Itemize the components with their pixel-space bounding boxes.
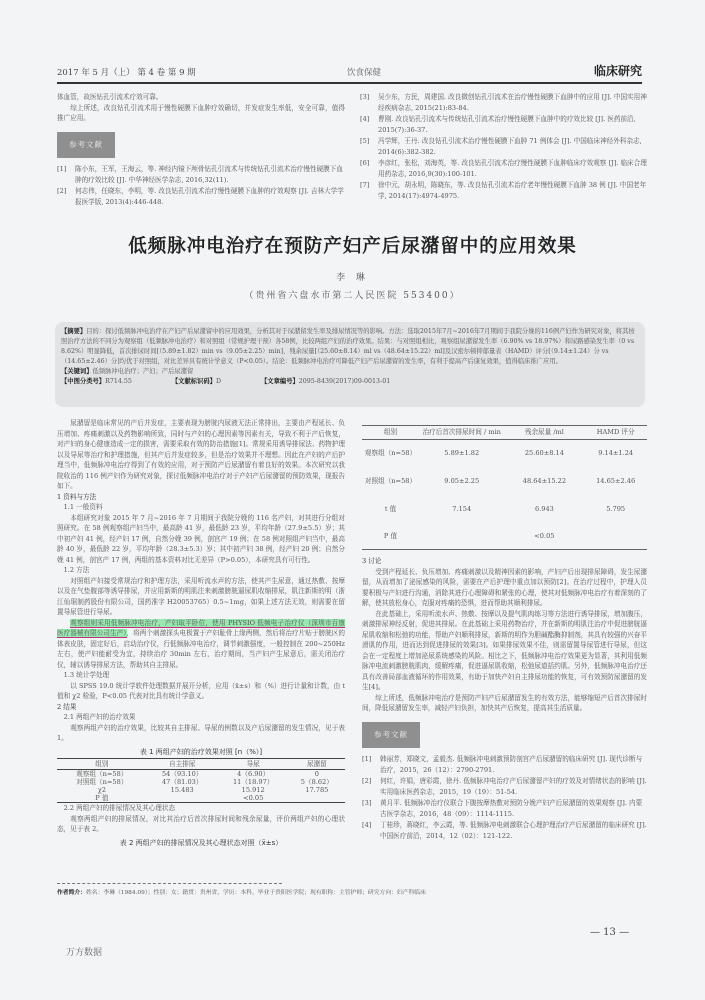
table-header: 导尿 bbox=[218, 759, 289, 770]
journal-name: 饮食保健 bbox=[347, 68, 382, 78]
table-cell: 15.483 bbox=[170, 786, 194, 794]
table-header: 残余尿量 /ml bbox=[505, 426, 585, 440]
table-cell: 9.14±1.24 bbox=[598, 449, 634, 458]
subsection-heading: 1.1 一般资料 bbox=[63, 503, 103, 511]
reference-number: [5] bbox=[360, 137, 370, 145]
running-header bbox=[57, 62, 642, 78]
table-cell bbox=[584, 524, 647, 550]
table-header: 组别 bbox=[57, 759, 147, 770]
reference-text: 韩丽芳，郑晓文，孟毅杰. 低频脉冲电刺激预防剖宫产后尿潴留的临床研究 [J]. 现代诊断与治疗，2015，26（12）：2790-2791. bbox=[380, 755, 643, 774]
table-header: 组别 bbox=[362, 426, 419, 440]
body-right-column bbox=[362, 556, 647, 842]
table-header: 尿潴留 bbox=[289, 759, 345, 770]
keywords bbox=[61, 367, 639, 377]
reference-item bbox=[360, 180, 648, 201]
header-rule bbox=[57, 82, 642, 84]
page-number: — 13 — bbox=[590, 927, 630, 938]
watermark: 万方数据 bbox=[66, 948, 103, 958]
prev-article-right-column bbox=[360, 92, 648, 202]
author-bio bbox=[57, 887, 657, 896]
table-cell: 对照组（n=58） bbox=[76, 778, 128, 786]
table2-container bbox=[362, 425, 647, 550]
reference-number: [1] bbox=[362, 755, 372, 763]
body-left-column bbox=[57, 418, 345, 849]
reference-item bbox=[360, 136, 648, 157]
subsection-heading: 1.2 方法 bbox=[63, 566, 90, 574]
prev-article-left-column bbox=[57, 92, 345, 208]
table-row bbox=[362, 440, 647, 468]
body-paragraph: 以 SPSS 19.0 统计学软件处理数据并展开分析，应用（x̄±s）和（%）进行计量和计数，由 t 值和 χ2 检验，P<0.05 代表对比具有统计学意义。 bbox=[57, 681, 345, 700]
table-cell bbox=[147, 794, 218, 803]
table-cell: 14.65±2.46 bbox=[596, 477, 636, 485]
highlighted-text: 观察组则采用低频脉冲电治疗，产妇取平卧位，使用 PHYSIO 低频电子治疗仪（深圳市百康医疗器械有限公司生产） bbox=[57, 618, 345, 637]
table-cell: t 值 bbox=[384, 505, 397, 513]
table-row bbox=[57, 786, 345, 794]
table-row bbox=[57, 794, 345, 803]
reference-number: [7] bbox=[360, 181, 370, 189]
clc-label: 【中图分类号】 bbox=[61, 378, 106, 385]
table-row bbox=[57, 778, 345, 786]
body-text: ，将两个刺激探头电极置于产妇耻骨上缘两侧，然后将治疗片贴于膀胱区的体表皮肤，固定好后，启动治疗仪，行低频脉冲电治疗，调节刺激强度，一般控制在 200~250Hz 左右，使产妇能耐受为宜，持续治疗 30min 左右，治疗期间，当产妇产生尿意后，需关闭治疗仪，辅以诱导排尿方法，帮助其自主排尿。 bbox=[57, 629, 345, 669]
reference-text: 徐中元，胡永明，陈晓东，等. 改良钻孔引流术治疗老年慢性硬膜下血肿 38 例 [J]. 中国老年学, 2014(17):4974-4975. bbox=[378, 181, 647, 200]
footnote-rule bbox=[57, 883, 282, 884]
table1 bbox=[57, 758, 345, 803]
doc-code-label: 【文献标识码】 bbox=[171, 378, 216, 385]
keywords-text: 低频脉冲电治疗；产妇；产后尿潴留 bbox=[92, 368, 194, 375]
reference-item bbox=[362, 820, 647, 841]
table-header-row bbox=[57, 759, 345, 770]
table-cell: 6.943 bbox=[534, 505, 554, 513]
article-author: 李 琳 bbox=[336, 273, 369, 283]
section-heading: 1 资料与方法 bbox=[57, 492, 97, 501]
body-paragraph bbox=[57, 618, 345, 671]
bio-label: 作者简介： bbox=[57, 890, 86, 896]
prev-paragraph: 综上所述，改良钻孔引流术用于慢性硬膜下血肿疗效确切，并发症发生率低，安全可靠，值得推广应用。 bbox=[57, 103, 345, 122]
intro-paragraph: 尿潴留是临床常见的产后并发症，主要表现为膀胱内尿液无法正常排出，主要由产程延长、负压增加、疼痛刺激以及药物影响所致，同时与产妇的心理因素等因素有关，导致不利于产后恢复，对产妇的身心健康造成一定的损害，需要采取有效的防治措施[1]。常规采用诱导排尿法、药物护理以及导尿等治疗和护理措施，但其产后并发症较多，但是治疗效果并不理想。因此在产妇的产后护理当中，低频脉冲电治疗得到了有效的应用，对于预防产后尿潴留有着良好的效果。本次研究以我院收治的 116 例产妇作为研究对象，探讨低频脉冲电治疗对于产妇产后尿潴留的预防效果，现报告如下。 bbox=[57, 419, 345, 490]
body-paragraph: 本组研究对象 2015 年 7 月~2016 年 7 月期间于我院分娩的 116 名产妇，对其进行分组对照研究。在 58 例观察组产妇当中，最高龄 41 岁，最低龄 23 岁，平均年龄（27.9±5.5）岁；其中初产妇 41 例，经产妇 17 例，自然分娩 39 例，剖宫产 19 例；在 58 例对照组产妇当中，最高龄 40 岁，最低龄 22 岁，平均年龄（28.3±5.3）岁；其中初产妇 38 例，经产妇 20 例；自然分娩 41 例，剖宫产 17 例，两组的基本资料对比无差异（P>0.05），本研究具有可行性。 bbox=[57, 513, 345, 564]
doc-code-value: D bbox=[215, 378, 221, 385]
reference-text: 何红，许娟，唐彩霞，徐丹. 低频脉冲电治疗产后尿潴留产妇的疗效及对情绪状态的影响 [J]. 实用临床医药杂志，2015，19（19）：51-54. bbox=[380, 777, 647, 796]
table-header-row bbox=[362, 426, 647, 440]
section-heading: 3 讨论 bbox=[362, 557, 382, 565]
section-heading: 2 结果 bbox=[57, 702, 77, 711]
table-cell: P 值 bbox=[362, 524, 419, 550]
table-cell: 观察组（n=58） bbox=[364, 449, 417, 458]
subsection-heading: 2.1 两组产妇的治疗效果 bbox=[63, 713, 136, 721]
reference-text: 李彦红，张松，刘海英，等. 改良钻孔引流术治疗慢性硬膜下血肿临床疗效观察 [J]. 临床合理用药杂志, 2016,9(30):100-101. bbox=[378, 159, 647, 178]
article-number-label: 【文章编号】 bbox=[261, 378, 299, 385]
discussion-paragraph: 受到产程延长、负压增加、疼痛刺激以及精神因素的影响，产妇产后出现排尿障碍，发生尿潴留，从而增加了泌尿感染的风险，需要在产后护理中重点加以预防[2]。在治疗过程中，护理人员要积极与产妇进行沟通，消除其进行心理障碍和紧张的心理，使其对低频脉冲电治疗有着深刻的了解，使其放松身心，克服对疼痛的恐惧，进而帮助其顺利排尿。 bbox=[362, 567, 647, 607]
table-cell: 9.05±2.25 bbox=[444, 477, 480, 485]
reference-number: [1] bbox=[57, 165, 67, 173]
bio-text: 姓名：李琳（1984.09）；性别：女；籍贯：贵州省，学历：本科，毕业于贵阳医学院；现有职称：主管护师；研究方向：妇产科临床 bbox=[86, 890, 426, 896]
abstract-box bbox=[55, 322, 645, 407]
reference-number: [2] bbox=[362, 777, 372, 785]
article-number bbox=[261, 377, 390, 387]
table-cell: 15.912 bbox=[241, 786, 265, 794]
keywords-label: 【关键词】 bbox=[61, 368, 93, 375]
table-cell: 对照组（n=58） bbox=[364, 477, 417, 485]
table2 bbox=[362, 425, 647, 550]
reference-number: [4] bbox=[360, 115, 370, 123]
reference-number: [3] bbox=[360, 93, 370, 101]
reference-number: [2] bbox=[57, 187, 67, 195]
reference-text: 何志伟，任晓东，李明，等. 改良钻孔引流术治疗慢性硬膜下血肿的疗效观察 [J]. 吉林大学学报医学版, 2013(4):446-448. bbox=[75, 187, 344, 206]
table-cell: <0.05 bbox=[218, 794, 289, 803]
prev-paragraph: 体血管，故医钻孔引流术疗效可靠。 bbox=[57, 93, 163, 101]
table-row bbox=[362, 524, 647, 550]
article-meta bbox=[61, 377, 639, 387]
reference-text: 冯学辉，王丹. 改良钻孔引流术治疗慢性硬膜下血肿 71 例体会 [J]. 中国临床神经外科杂志, 2014(6):382-382. bbox=[378, 137, 642, 156]
discussion-paragraph: 在此基础上，采用听流水声、热敷、按摩以及提气肌肉练习等方法进行诱导排尿，增加腹压，刺激排尿神经反射，促进其排尿。在此基础上采用药物治疗，并在新斯的明肌注治疗中促进膀胱逼尿肌收缩和松弛的功能，帮助产妇顺利排尿，新斯的明作为胆碱酯酶抑制剂，其具有较强的兴奋平滑肌的作用，进而达到促进排尿的效果[3]。如果排尿效果不佳，则需留置导尿管进行导尿，但这会在一定程度上增加泌尿系统感染的风险。相比之下，低频脉冲电治疗效果更为显著，其利用低频脉冲电流刺激膀胱肌肉，缓解疼痛，促进逼尿肌收缩，松弛尿道括约肌。另外，低频脉冲电治疗还具有改善局部血液循环的作用效果，有助于加快产妇自主排尿功能的恢复，可有效预防尿潴留的发生[4]。 bbox=[362, 609, 647, 691]
reference-text: 陈小东，王军，王海云，等. 神经内镜下颅骨钻孔引流术与传统钻孔引流术治疗慢性硬膜下血肿的疗效比较 [J]. 中华神经医学杂志, 2016,32(11). bbox=[75, 165, 343, 184]
reference-item bbox=[57, 164, 345, 185]
table-cell: 5.795 bbox=[606, 505, 626, 513]
table-cell: 48.64±15.22 bbox=[522, 477, 567, 485]
table-cell: 观察组（n=58） bbox=[76, 770, 128, 778]
reference-item bbox=[362, 798, 647, 819]
table-cell: <0.05 bbox=[505, 524, 585, 550]
table-cell: P 值 bbox=[57, 794, 147, 803]
doc-code bbox=[172, 377, 221, 387]
reference-text: 丁桂珍，蒋晓红，李云霞，等. 低频脉冲电刺激联合心理护理治疗产后尿潴留的临床研究 [J]. 中国医疗前沿，2014，12（02）：121-122. bbox=[380, 821, 647, 840]
table-cell: 17.785 bbox=[305, 786, 329, 794]
table-row bbox=[362, 496, 647, 524]
author-affiliation: （贵州省六盘水市第二人民医院 553400） bbox=[244, 291, 461, 301]
reference-text: 黄月平. 低频脉冲治疗仪联合下腹按摩热敷对预防分娩产妇产后尿潴留的效果观察 [J]. 内蒙古医学杂志，2016，48（09）：1114-1115. bbox=[380, 799, 643, 818]
table-row bbox=[57, 770, 345, 779]
table1-caption: 表 1 两组产妇的治疗效果对照 [n（%）] bbox=[139, 747, 263, 756]
clc-value: R714.55 bbox=[105, 378, 132, 385]
reference-item bbox=[360, 114, 648, 135]
table-header: HAMD 评分 bbox=[584, 426, 647, 440]
table-cell: 5.89±1.82 bbox=[444, 449, 480, 458]
table-cell bbox=[289, 794, 345, 803]
table-cell: 11（18.97） bbox=[232, 778, 274, 786]
reference-item bbox=[362, 754, 647, 775]
subsection-heading: 1.3 统计学处理 bbox=[63, 671, 110, 679]
article-title: 低频脉冲电治疗在预防产妇产后尿潴留中的应用效果 bbox=[128, 236, 577, 257]
table-cell: 47（81.03） bbox=[161, 778, 203, 786]
subsection-heading: 2.2 两组产妇的排尿情况及其心理状态 bbox=[63, 804, 176, 812]
table-header: 治疗后首次排尿时间 / min bbox=[419, 426, 505, 440]
clc-code bbox=[61, 377, 132, 387]
discussion-paragraph: 综上所述，低频脉冲电治疗是预防产妇产后尿潴留发生的有效方法，能够缩短产后首次排尿时间，降低尿潴留发生率，减轻产妇负担，加快其产后恢复，提高其生活质量。 bbox=[362, 693, 647, 712]
table-cell: χ2 bbox=[97, 786, 106, 794]
table2-caption: 表 2 两组产妇的排尿情况及其心理状态对照（x̄±s） bbox=[119, 838, 283, 847]
reference-text: 吴少东，方民，周建国. 改良微创钻孔引流术在治疗慢性硬膜下血肿中的应用 [J]. 中国实用神经疾病杂志, 2015(21):83-84. bbox=[378, 93, 647, 112]
reference-text: 曹刚. 改良钻孔引流术与传统钻孔引流术治疗慢性硬膜下血肿中的疗效比较 [J]. 医药前沿, 2015(7):36-37. bbox=[378, 115, 636, 134]
body-paragraph: 观察两组产妇的治疗效果，比较其自主排尿、导尿的例数以及产后尿潴留的发生情况，见于表 1。 bbox=[57, 723, 345, 742]
column-name: 临床研究 bbox=[593, 64, 642, 78]
body-paragraph: 对照组产妇接受常规治疗和护理方法，采用听流水声的方法，使其产生尿意，通过热敷、按摩以及在气垫腹部等诱导排尿，并应用新斯的明肌注来刺激膀胱逼尿肌收缩排尿，肌注新斯的明（浙江仙琚制药股份有限公司，国药准字 H20053765）0.5~1mg，如果上述方法无效，则需要在留置导尿管进行导尿。 bbox=[57, 576, 345, 616]
table-cell: 4（6.90） bbox=[237, 770, 270, 778]
abstract bbox=[61, 327, 639, 367]
table-cell: 5（8.62） bbox=[300, 778, 333, 786]
reference-item bbox=[57, 186, 345, 207]
reference-item bbox=[360, 158, 648, 179]
table-cell: 0 bbox=[314, 770, 319, 778]
table-cell bbox=[419, 524, 505, 550]
reference-item bbox=[362, 776, 647, 797]
reference-number: [3] bbox=[362, 799, 372, 807]
abstract-text: 目的：探讨低频脉冲电治疗在产妇产后尿潴留中的应用效果，分析其对于尿潴留发生率及排尿情况等的影响。方法：选取2015年7月~2016年7月期间于我院分娩的116例产妇作为研究对象，将其按照治疗方法的不同分为观察组（低频脉冲电治疗）和对照组（常规护理干预）各58例，比较两组产妇的治疗效果。结果：与对照组相比，观察组尿潴留发生率（6.90% vs 18.97%）和尿路感染发生率（0 vs 8.62%）明显降低，首次排尿时间[（5.89±1.82）min vs（9.05±2.25）min]、残余尿量[（25.60±8.14）ml vs（48.64±15.22）ml]及汉密尔顿抑郁量表（HAMD）评分[（9.14±1.24）分 vs（14.65±2.46）分]均优于对照组，对比差异具有统计学意义（P<0.05）。结论：低频脉冲电治疗可降低产妇产后尿潴留的发生率，有利于提高产后康复效果，值得临床推广应用。 bbox=[61, 328, 635, 365]
table-cell: 25.60±8.14 bbox=[524, 449, 564, 458]
article-number-value: 2095-8439(2017)09-0013-01 bbox=[298, 378, 391, 385]
reference-number: [6] bbox=[360, 159, 370, 167]
abstract-label: 【摘要】 bbox=[61, 328, 87, 335]
reference-number: [4] bbox=[362, 821, 372, 829]
issue-info: 2017 年 5 月（上） 第 4 卷 第 9 期 bbox=[57, 68, 196, 78]
table-header: 自主排尿 bbox=[147, 759, 218, 770]
table-cell: 7.154 bbox=[452, 505, 472, 513]
references-heading: 参考文献 bbox=[362, 722, 420, 749]
body-paragraph: 观察两组产妇的排尿情况，对比其治疗后首次排尿时间和残余尿量，评价两组产妇的心理状态，见于表 2。 bbox=[57, 814, 345, 833]
references-heading: 参考文献 bbox=[57, 132, 115, 159]
reference-item bbox=[360, 92, 648, 113]
table-cell: 54（93.10） bbox=[161, 770, 203, 778]
table-row bbox=[362, 468, 647, 496]
